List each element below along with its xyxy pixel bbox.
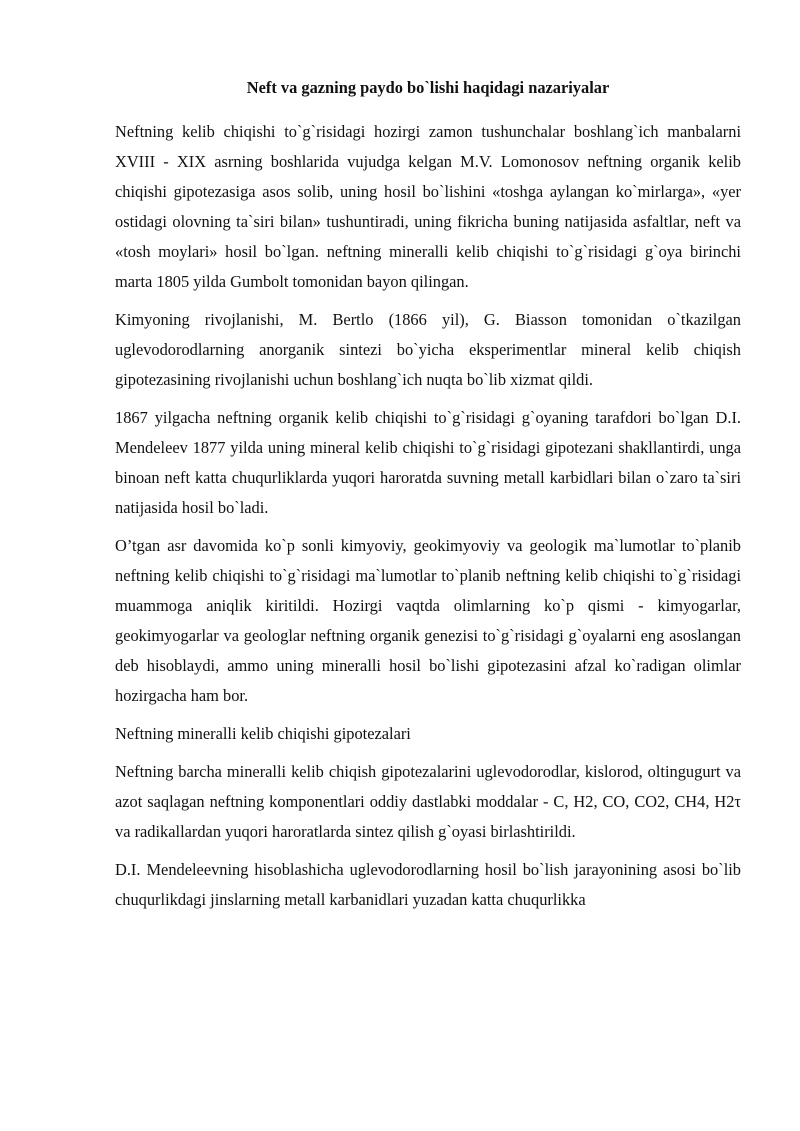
paragraph-chemistry-development: Kimyoning rivojlanishi, M. Bertlo (1866 yil), G. Biasson tomonidan o`tkazilgan uglevodorodlarning anorganik sintezi bo`yicha eksperimentlar mineral kelib chiqish gipotezasining rivojlanishi uchun boshlang`ich nuqta bo`lib xizmat qildi. [115,310,741,389]
paragraph-lomonosov: Neftning kelib chiqishi to`g`risidagi hozirgi zamon tushunchalar boshlang`ich manbalarni XVIII - XIX asrning boshlarida vujudga kelgan M.V. Lomonosov neftning organik kelib chiqishi gipotezasiga asos solib, uning hosil bo`lishini «toshga aylangan ko`mirlarga», «yer ostidagi olovning ta`siri bilan» tushuntiradi, uning fikricha buning natijasida asfaltlar, neft va «tosh moylari» hosil bo`lgan. neftning mineralli kelib chiqishi to`g`risidagi g`oya birinchi marta 1805 yilda Gumbolt tomonidan bayon qilingan. [115,122,741,291]
paragraph-mendeleev-1877: 1867 yilgacha neftning organik kelib chiqishi to`g`risidagi g`oyaning tarafdori bo`lgan D.I. Mendeleev 1877 yilda uning mineral kelib chiqishi to`g`risidagi gipotezani shakllantirdi, unga binoan neft katta chuqurliklarda yuqori haroratda suvning metall karbidlari bilan o`zaro ta`siri natijasida hosil bo`ladi. [115,408,741,517]
section-heading-mineral-hypotheses: Neftning mineralli kelib chiqishi gipotezalari [115,724,411,743]
paragraph-mineral-hypotheses: Neftning barcha mineralli kelib chiqish gipotezalarini uglevodorodlar, kislorod, oltingugurt va azot saqlagan neftning komponentlari oddiy dastlabki moddalar - C, H2, CO, CO2, CH4, H2τ va radikallardan yuqori haroratlarda sintez qilish g`oyasi birlashtirildi. [115,762,741,841]
document-title: Neft va gazning paydo bo`lishi haqidagi nazariyalar [246,78,610,97]
paragraph-last-century: O’tgan asr davomida ko`p sonli kimyoviy, geokimyoviy va geologik ma`lumotlar to`planib neftning kelib chiqishi to`g`risidagi ma`lumotlar to`planib neftning kelib chiqishi to`g`risidagi muammoga aniqlik kiritildi. Hozirgi vaqtda olimlarning ko`p qismi - kimyogarlar, geokimyogarlar va geologlar neftning organik genezisi to`g`risidagi g`oyalarni eng asoslangan deb hisoblaydi, ammo uning mineralli hosil bo`lishi gipotezasini afzal ko`radigan olimlar hozirgacha ham bor. [115,536,741,705]
document-page [115,71,741,923]
paragraph-mendeleev-calculation: D.I. Mendeleevning hisoblashicha uglevodorodlarning hosil bo`lish jarayonining asosi bo`lib chuqurlikdagi jinslarning metall karbanidlari yuzadan katta chuqurlikka [115,860,741,909]
